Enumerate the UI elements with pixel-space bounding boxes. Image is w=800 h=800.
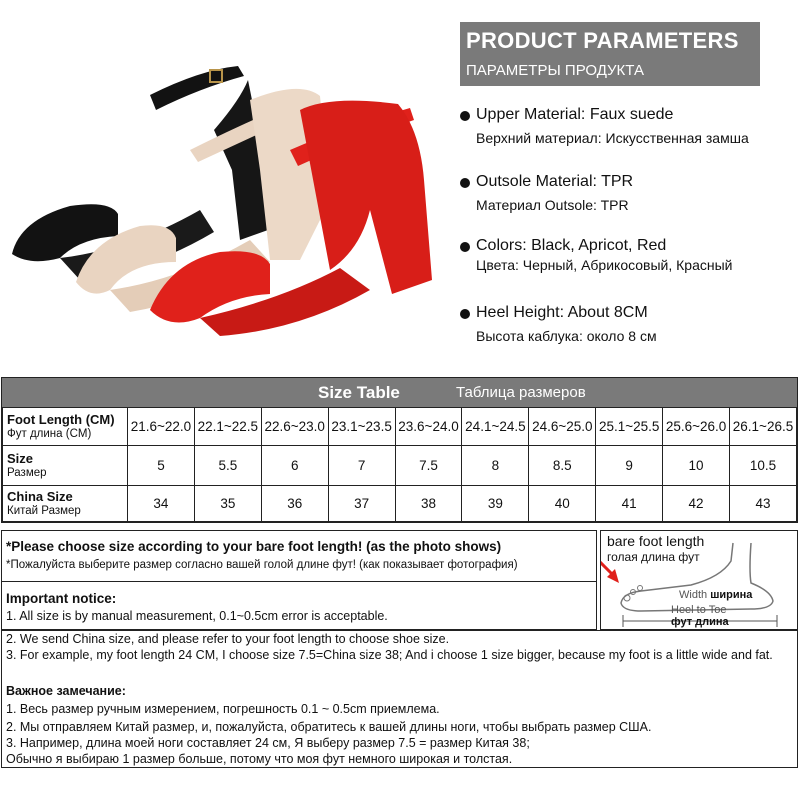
important-notice-details — [1, 630, 798, 768]
param-label-ru: Цвета: Черный, Абрикосовый, Красный — [476, 257, 733, 273]
size-table-row — [3, 446, 797, 486]
size-table-row-label — [3, 446, 128, 486]
row-label-en: China Size — [7, 488, 73, 504]
row-label-ru: Размер — [7, 466, 47, 479]
size-table-title-ru: Таблица размеров — [456, 384, 586, 401]
heel-to-toe-label — [671, 604, 729, 628]
important-notice-title: Important notice: — [6, 591, 117, 606]
size-table — [2, 407, 797, 522]
size-table-cell: 41 — [596, 486, 663, 522]
size-table-cell: 24.6~25.0 — [529, 408, 596, 446]
size-table-cell: 10.5 — [730, 446, 797, 486]
size-table-cell: 25.6~26.0 — [663, 408, 730, 446]
size-table-cell: 37 — [328, 486, 395, 522]
notice-line: 1. Весь размер ручным измерением, погрешность 0.1 ~ 0.5cm приемлема. — [6, 702, 440, 716]
size-table-cell: 39 — [462, 486, 529, 522]
choose-size-note: *Please choose size according to your bare foot length! (as the photo shows) — [6, 539, 502, 554]
bullet-icon — [460, 178, 470, 188]
size-table-row-label — [3, 486, 128, 522]
size-table-cell: 8 — [462, 446, 529, 486]
size-table-cell: 40 — [529, 486, 596, 522]
size-table-cell: 10 — [663, 446, 730, 486]
row-label-en: Foot Length (CM) — [7, 411, 115, 427]
size-table-cell: 22.6~23.0 — [261, 408, 328, 446]
bare-foot-length-label: bare foot length — [607, 533, 705, 549]
param-label-ru: Верхний материал: Искусственная замша — [476, 130, 749, 146]
size-table-cell: 7.5 — [395, 446, 462, 486]
size-table-cell: 5.5 — [194, 446, 261, 486]
product-parameters-header — [460, 22, 760, 86]
size-table-cell: 34 — [128, 486, 195, 522]
size-table-cell: 23.1~23.5 — [328, 408, 395, 446]
size-table-cell: 8.5 — [529, 446, 596, 486]
foot-measurement-diagram — [600, 530, 798, 630]
notice-line: Обычно я выбираю 1 размер больше, потому что моя фут немного широкая и толстая. — [6, 752, 513, 766]
notice-heading: Важное замечание: — [6, 684, 126, 698]
size-table-cell: 9 — [596, 446, 663, 486]
bullet-icon — [460, 111, 470, 121]
size-table-row — [3, 486, 797, 522]
size-table-cell: 26.1~26.5 — [730, 408, 797, 446]
notice-line: 3. For example, my foot length 24 CM, I choose size 7.5=China size 38; And i choose 1 size bigger, because my foot is a little wide and fat. — [6, 648, 773, 662]
size-table-cell: 35 — [194, 486, 261, 522]
size-table-block — [1, 377, 798, 523]
product-parameters-subtitle: ПАРАМЕТРЫ ПРОДУКТА — [466, 62, 644, 79]
size-table-cell: 23.6~24.0 — [395, 408, 462, 446]
size-table-title: Size Table — [318, 383, 400, 402]
size-table-cell: 38 — [395, 486, 462, 522]
size-table-cell: 36 — [261, 486, 328, 522]
product-photo — [0, 0, 450, 372]
size-table-cell: 22.1~22.5 — [194, 408, 261, 446]
red-arrow-icon — [601, 561, 619, 583]
row-label-en: Size — [7, 450, 34, 466]
size-table-row-label — [3, 408, 128, 446]
divider — [2, 581, 596, 582]
foot-width-en: Width — [679, 589, 708, 601]
size-table-row — [3, 408, 797, 446]
heel-to-toe-ru: фут длина — [671, 616, 729, 628]
row-label-ru: Китай Размер — [7, 504, 81, 517]
bare-foot-length-label-ru: голая длина фут — [607, 550, 700, 564]
size-table-cell: 42 — [663, 486, 730, 522]
size-table-header — [2, 378, 797, 407]
size-notice — [1, 530, 597, 630]
size-table-cell: 7 — [328, 446, 395, 486]
notice-line: 2. Мы отправляем Китай размер, и, пожалуйста, обратитесь к вашей длины ноги, чтобы выбрать размер США. — [6, 720, 652, 734]
param-label-ru: Материал Outsole: TPR — [476, 197, 629, 213]
param-label-en: Upper Material: Faux suede — [476, 106, 674, 123]
notice-line: 3. Например, длина моей ноги составляет 24 см, Я выберу размер 7.5 = размер Китая 38; — [6, 736, 530, 750]
bullet-icon — [460, 242, 470, 252]
choose-size-note-ru: *Пожалуйста выберите размер согласно вашей голой длине фут! (как показывает фотография) — [6, 559, 518, 571]
param-label-en: Outsole Material: TPR — [476, 173, 634, 190]
size-table-cell: 25.1~25.5 — [596, 408, 663, 446]
important-notice-line: 1. All size is by manual measurement, 0.1~0.5cm error is acceptable. — [6, 609, 388, 623]
foot-width-label — [679, 589, 753, 601]
size-table-cell: 21.6~22.0 — [128, 408, 195, 446]
bullet-icon — [460, 309, 470, 319]
foot-width-ru: ширина — [710, 589, 753, 601]
size-table-cell: 43 — [730, 486, 797, 522]
row-label-ru: Фут длина (CM) — [7, 427, 92, 440]
notice-line: 2. We send China size, and please refer to your foot length to choose shoe size. — [6, 632, 450, 646]
param-label-en: Heel Height: About 8CM — [476, 304, 648, 321]
product-parameters-title: PRODUCT PARAMETERS — [466, 28, 739, 53]
heel-to-toe-en: Heel to Toe — [671, 604, 727, 616]
size-table-cell: 6 — [261, 446, 328, 486]
size-table-cell: 5 — [128, 446, 195, 486]
size-table-cell: 24.1~24.5 — [462, 408, 529, 446]
param-label-en: Colors: Black, Apricot, Red — [476, 237, 667, 254]
param-label-ru: Высота каблука: около 8 см — [476, 328, 657, 344]
